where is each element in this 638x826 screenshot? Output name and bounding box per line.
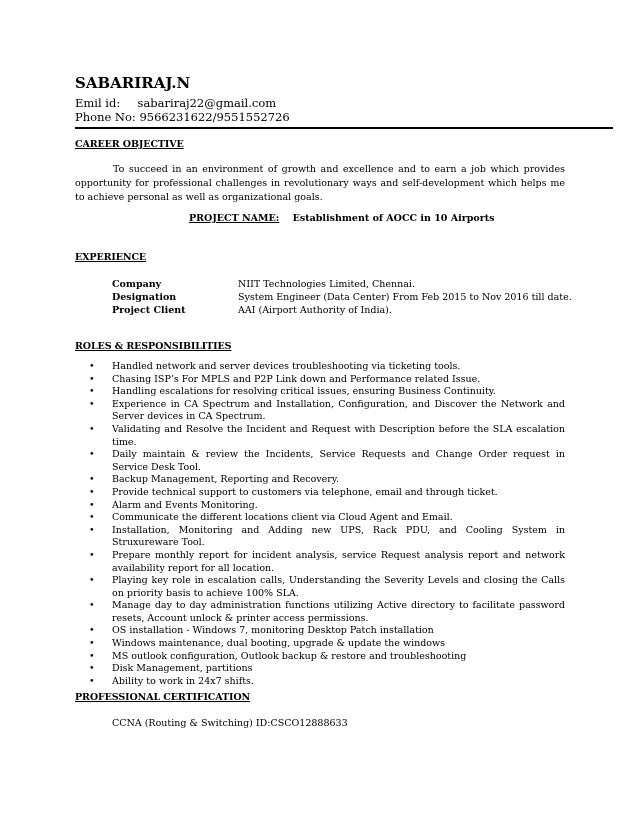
list-item-text: Daily maintain & review the Incidents, Service Requests and Change Order request in Service Desk Tool. [112, 449, 565, 473]
bullet-icon: • [89, 600, 95, 612]
list-item [89, 651, 565, 664]
list-item-text: MS outlook configuration, Outlook backup & restore and troubleshooting [112, 650, 467, 662]
list-item-text: Validating and Resolve the Incident and Request with Description before the SLA escalation time. [112, 423, 565, 448]
bullet-icon: • [89, 499, 95, 511]
list-item [89, 676, 565, 689]
list-item [89, 525, 565, 550]
bullet-icon: • [89, 361, 95, 372]
bullet-icon: • [89, 549, 95, 561]
career-objective-text: To succeed in an environment of growth and excellence and to earn a job which provides opportunity for professional challenges in revolutionary ways and self-development which helps me to achieve personal as well as organizational goals. [75, 164, 565, 203]
bullet-icon: • [89, 575, 95, 587]
list-item [89, 449, 565, 474]
list-item [89, 374, 565, 387]
list-item-text: OS installation - Windows 7, monitoring Desktop Patch installation [112, 625, 434, 637]
project-value: Establishment of AOCC in 10 Airports [292, 213, 495, 224]
bullet-icon: • [89, 663, 95, 675]
list-item-text: Playing key role in escalation calls, Understanding the Severity Levels and closing the Calls on priority basis to achieve 100% SLA. [112, 575, 565, 599]
list-item [89, 663, 565, 676]
bullet-icon: • [89, 650, 95, 662]
experience-row [112, 278, 572, 291]
experience-value: AAI (Airport Authority of India). [238, 305, 392, 316]
project-line [189, 213, 494, 224]
list-item-text: Manage day to day administration functions utilizing Active directory to facilitate password resets, Account unlock & printer access permissions. [112, 600, 565, 624]
list-item [89, 487, 565, 500]
experience-key: Company [112, 279, 162, 290]
bullet-icon: • [89, 675, 95, 687]
list-item-text: Backup Management, Reporting and Recovery. [112, 474, 339, 486]
certification-heading: PROFESSIONAL CERTIFICATION [75, 692, 251, 703]
bullet-icon: • [89, 625, 95, 637]
list-item-text: Disk Management, partitions [112, 663, 253, 675]
phone-line: Phone No: 9566231622/9551552726 [75, 110, 290, 124]
list-item-text: Experience in CA Spectrum and Installation, Configuration, and Discover the Network and Server devices in CA Spectrum. [112, 398, 565, 423]
list-item-text: Handling escalations for resolving critical issues, ensuring Business Continuity. [112, 386, 496, 398]
project-label: PROJECT NAME: [189, 213, 280, 224]
list-item-text: Installation, Monitoring and Adding new UPS, Rack PDU, and Cooling System in Struxureware Tool. [112, 524, 565, 549]
experience-key: Designation [112, 292, 177, 303]
experience-value: System Engineer (Data Center) From Feb 2015 to Nov 2016 till date. [238, 292, 572, 303]
certification-text: CCNA (Routing & Switching) ID:CSCO12888633 [112, 718, 348, 729]
email-line [75, 96, 276, 110]
list-item [89, 512, 565, 525]
list-item-text: Prepare monthly report for incident analysis, service Request analysis report and network availability report for all location. [112, 549, 565, 574]
email-label: Emil id: [75, 96, 121, 110]
list-item-text: Ability to work in 24x7 shifts. [112, 675, 254, 687]
list-item [89, 575, 565, 600]
experience-heading: EXPERIENCE [75, 252, 147, 263]
experience-row [112, 291, 572, 304]
list-item [89, 424, 565, 449]
bullet-icon: • [89, 398, 95, 410]
list-item [89, 474, 565, 487]
list-item-text: Handled network and server devices troubleshooting via ticketing tools. [112, 361, 461, 372]
list-item-text: Windows maintenance, dual booting, upgrade & update the windows [112, 638, 446, 650]
list-item [89, 638, 565, 651]
list-item [89, 399, 565, 424]
list-item [89, 361, 565, 374]
list-item-text: Communicate the different locations client via Cloud Agent and Email. [112, 512, 453, 524]
roles-heading: ROLES & RESPONSIBILITIES [75, 341, 232, 352]
bullet-icon: • [89, 373, 95, 385]
list-item-text: Chasing ISP’s For MPLS and P2P Link down and Performance related Issue. [112, 373, 481, 385]
experience-key: Project Client [112, 305, 186, 316]
list-item [89, 550, 565, 575]
bullet-icon: • [89, 449, 95, 461]
bullet-icon: • [89, 423, 95, 435]
career-objective-heading: CAREER OBJECTIVE [75, 139, 184, 150]
list-item [89, 625, 565, 638]
list-item-text: Alarm and Events Monitoring. [112, 499, 258, 511]
candidate-name: SABARIRAJ.N [75, 74, 191, 92]
bullet-icon: • [89, 524, 95, 536]
list-item [89, 386, 565, 399]
bullet-icon: • [89, 386, 95, 398]
experience-value: NIIT Technologies Limited, Chennai. [238, 279, 415, 290]
bullet-icon: • [89, 486, 95, 498]
bullet-icon: • [89, 512, 95, 524]
header-divider [75, 127, 613, 129]
experience-table [112, 278, 572, 317]
bullet-icon: • [89, 474, 95, 486]
roles-list [89, 361, 565, 688]
experience-row [112, 304, 572, 317]
list-item [89, 600, 565, 625]
email-address: sabariraj22@gmail.com [137, 96, 277, 110]
list-item [89, 500, 565, 513]
bullet-icon: • [89, 638, 95, 650]
list-item-text: Provide technical support to customers via telephone, email and through ticket. [112, 486, 498, 498]
